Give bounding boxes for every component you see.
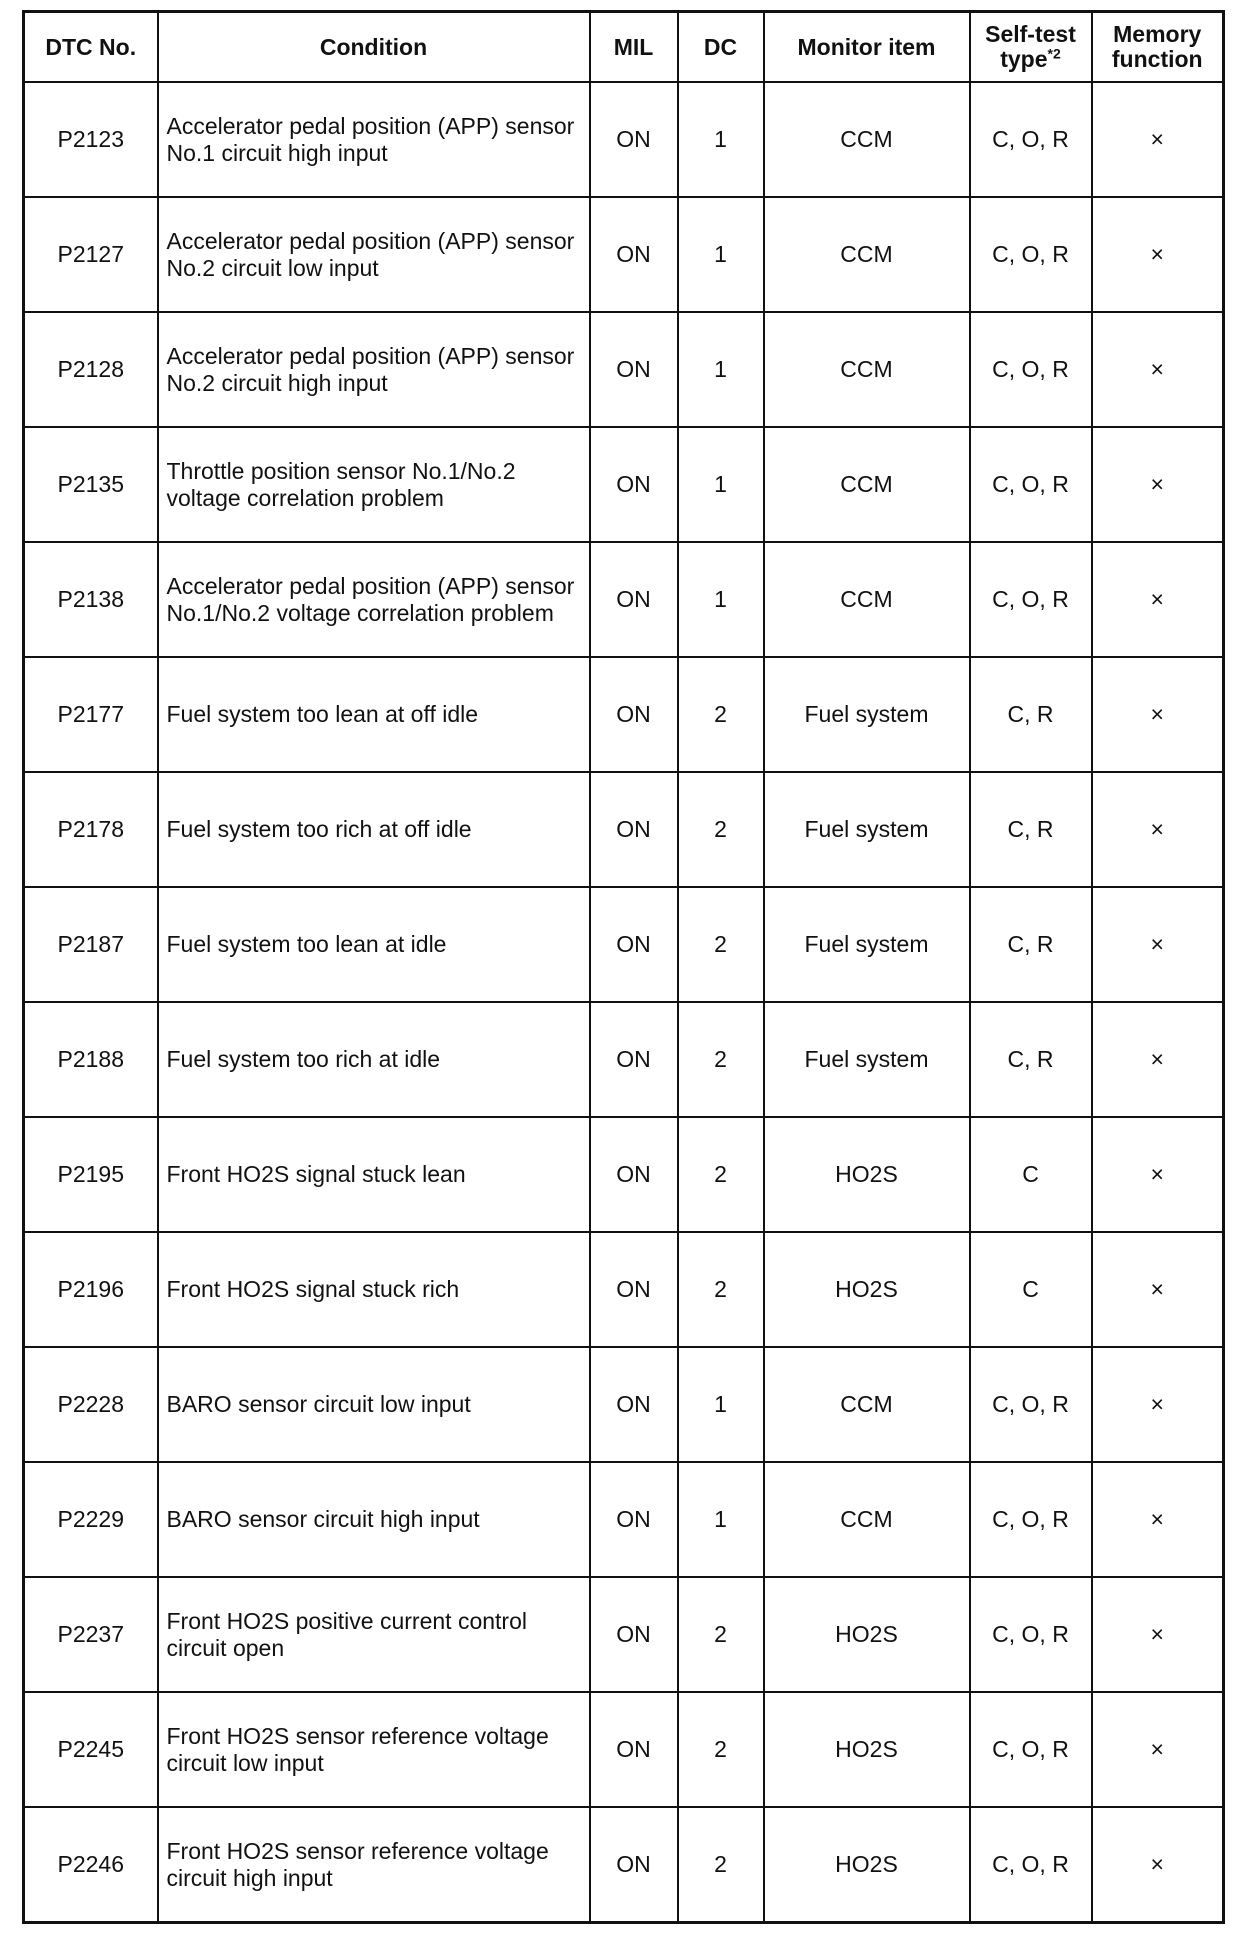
- table-row: [24, 772, 1224, 887]
- cell-monitor-item: HO2S: [764, 1807, 970, 1923]
- cell-memory-function: ×: [1092, 1002, 1224, 1117]
- cell-memory-function: ×: [1092, 772, 1224, 887]
- cell-self-test-type: C, O, R: [970, 82, 1092, 197]
- table-row: [24, 427, 1224, 542]
- cell-mil: ON: [590, 1347, 678, 1462]
- cell-memory-function: ×: [1092, 427, 1224, 542]
- cell-dtc-no: P2237: [24, 1577, 158, 1692]
- cell-dtc-no: P2195: [24, 1117, 158, 1232]
- cell-condition: Front HO2S signal stuck rich: [158, 1232, 590, 1347]
- cell-dtc-no: P2138: [24, 542, 158, 657]
- cell-dc: 2: [678, 1807, 764, 1923]
- cell-self-test-type: C, O, R: [970, 1347, 1092, 1462]
- cell-condition: Front HO2S sensor reference voltage circuit low input: [158, 1692, 590, 1807]
- cell-mil: ON: [590, 197, 678, 312]
- cell-monitor-item: CCM: [764, 82, 970, 197]
- cell-dc: 2: [678, 657, 764, 772]
- cell-self-test-type: C, O, R: [970, 312, 1092, 427]
- table-row: [24, 82, 1224, 197]
- table-row: [24, 312, 1224, 427]
- cell-dc: 2: [678, 1117, 764, 1232]
- cell-dtc-no: P2128: [24, 312, 158, 427]
- cell-dc: 2: [678, 1002, 764, 1117]
- cell-self-test-type: C, O, R: [970, 427, 1092, 542]
- cell-mil: ON: [590, 657, 678, 772]
- table-row: [24, 1002, 1224, 1117]
- cell-condition: BARO sensor circuit high input: [158, 1462, 590, 1577]
- cell-memory-function: ×: [1092, 657, 1224, 772]
- cell-memory-function: ×: [1092, 1232, 1224, 1347]
- cell-memory-function: ×: [1092, 1807, 1224, 1923]
- cell-dtc-no: P2188: [24, 1002, 158, 1117]
- cell-self-test-type: C: [970, 1232, 1092, 1347]
- cell-memory-function: ×: [1092, 197, 1224, 312]
- dtc-table-container: [22, 10, 1222, 1924]
- cell-self-test-type: C, O, R: [970, 197, 1092, 312]
- cell-dc: 1: [678, 82, 764, 197]
- cell-mil: ON: [590, 82, 678, 197]
- header-self-test-footnote: *2: [1047, 45, 1061, 62]
- cell-dtc-no: P2178: [24, 772, 158, 887]
- cell-monitor-item: CCM: [764, 1347, 970, 1462]
- cell-dc: 1: [678, 427, 764, 542]
- cell-memory-function: ×: [1092, 82, 1224, 197]
- table-row: [24, 1117, 1224, 1232]
- cell-dc: 2: [678, 772, 764, 887]
- cell-self-test-type: C, O, R: [970, 1577, 1092, 1692]
- cell-self-test-type: C, O, R: [970, 1807, 1092, 1923]
- cell-dtc-no: P2196: [24, 1232, 158, 1347]
- cell-monitor-item: HO2S: [764, 1692, 970, 1807]
- cell-dtc-no: P2187: [24, 887, 158, 1002]
- table-header: [24, 12, 1224, 83]
- cell-self-test-type: C, O, R: [970, 1692, 1092, 1807]
- cell-condition: Front HO2S positive current control circuit open: [158, 1577, 590, 1692]
- cell-mil: ON: [590, 1692, 678, 1807]
- table-row: [24, 1577, 1224, 1692]
- cell-condition: Fuel system too rich at idle: [158, 1002, 590, 1117]
- table-row: [24, 1232, 1224, 1347]
- cell-monitor-item: Fuel system: [764, 657, 970, 772]
- cell-memory-function: ×: [1092, 1117, 1224, 1232]
- cell-condition: BARO sensor circuit low input: [158, 1347, 590, 1462]
- table-row: [24, 1462, 1224, 1577]
- cell-condition: Fuel system too lean at idle: [158, 887, 590, 1002]
- cell-self-test-type: C, R: [970, 657, 1092, 772]
- cell-mil: ON: [590, 772, 678, 887]
- cell-condition: Accelerator pedal position (APP) sensor No.2 circuit low input: [158, 197, 590, 312]
- table-body: [24, 82, 1224, 1923]
- dtc-table: [22, 10, 1225, 1924]
- cell-memory-function: ×: [1092, 1462, 1224, 1577]
- cell-self-test-type: C, R: [970, 1002, 1092, 1117]
- cell-dc: 2: [678, 1577, 764, 1692]
- header-self-test-type: [970, 12, 1092, 83]
- header-dtc-no: DTC No.: [24, 12, 158, 83]
- cell-dc: 2: [678, 887, 764, 1002]
- cell-dtc-no: P2127: [24, 197, 158, 312]
- cell-mil: ON: [590, 312, 678, 427]
- table-row: [24, 542, 1224, 657]
- header-memory-function: Memory function: [1092, 12, 1224, 83]
- header-row: [24, 12, 1224, 83]
- cell-dtc-no: P2177: [24, 657, 158, 772]
- cell-monitor-item: Fuel system: [764, 772, 970, 887]
- cell-monitor-item: CCM: [764, 312, 970, 427]
- cell-monitor-item: HO2S: [764, 1117, 970, 1232]
- header-dc: DC: [678, 12, 764, 83]
- cell-monitor-item: CCM: [764, 427, 970, 542]
- cell-self-test-type: C, R: [970, 887, 1092, 1002]
- cell-memory-function: ×: [1092, 542, 1224, 657]
- header-condition: Condition: [158, 12, 590, 83]
- table-row: [24, 197, 1224, 312]
- cell-self-test-type: C, R: [970, 772, 1092, 887]
- cell-mil: ON: [590, 427, 678, 542]
- cell-dtc-no: P2228: [24, 1347, 158, 1462]
- cell-monitor-item: CCM: [764, 197, 970, 312]
- table-row: [24, 657, 1224, 772]
- table-row: [24, 1807, 1224, 1923]
- cell-dc: 1: [678, 1347, 764, 1462]
- cell-monitor-item: HO2S: [764, 1577, 970, 1692]
- cell-monitor-item: CCM: [764, 542, 970, 657]
- cell-memory-function: ×: [1092, 1347, 1224, 1462]
- cell-dtc-no: P2245: [24, 1692, 158, 1807]
- cell-condition: Throttle position sensor No.1/No.2 voltage correlation problem: [158, 427, 590, 542]
- cell-condition: Front HO2S sensor reference voltage circuit high input: [158, 1807, 590, 1923]
- cell-condition: Accelerator pedal position (APP) sensor No.1/No.2 voltage correlation problem: [158, 542, 590, 657]
- cell-dtc-no: P2135: [24, 427, 158, 542]
- cell-memory-function: ×: [1092, 312, 1224, 427]
- cell-dc: 1: [678, 312, 764, 427]
- cell-monitor-item: Fuel system: [764, 1002, 970, 1117]
- cell-self-test-type: C, O, R: [970, 1462, 1092, 1577]
- cell-mil: ON: [590, 542, 678, 657]
- cell-condition: Fuel system too lean at off idle: [158, 657, 590, 772]
- cell-dc: 1: [678, 542, 764, 657]
- cell-self-test-type: C, O, R: [970, 542, 1092, 657]
- cell-dtc-no: P2123: [24, 82, 158, 197]
- cell-mil: ON: [590, 1002, 678, 1117]
- cell-self-test-type: C: [970, 1117, 1092, 1232]
- cell-dtc-no: P2246: [24, 1807, 158, 1923]
- cell-mil: ON: [590, 887, 678, 1002]
- cell-monitor-item: Fuel system: [764, 887, 970, 1002]
- cell-monitor-item: CCM: [764, 1462, 970, 1577]
- cell-condition: Accelerator pedal position (APP) sensor No.1 circuit high input: [158, 82, 590, 197]
- cell-condition: Fuel system too rich at off idle: [158, 772, 590, 887]
- header-monitor-item: Monitor item: [764, 12, 970, 83]
- cell-mil: ON: [590, 1232, 678, 1347]
- cell-dc: 2: [678, 1232, 764, 1347]
- cell-memory-function: ×: [1092, 887, 1224, 1002]
- table-row: [24, 1692, 1224, 1807]
- cell-monitor-item: HO2S: [764, 1232, 970, 1347]
- header-self-test-label: Self-test type: [985, 21, 1076, 72]
- cell-mil: ON: [590, 1807, 678, 1923]
- cell-memory-function: ×: [1092, 1577, 1224, 1692]
- cell-mil: ON: [590, 1462, 678, 1577]
- cell-condition: Accelerator pedal position (APP) sensor No.2 circuit high input: [158, 312, 590, 427]
- header-mil: MIL: [590, 12, 678, 83]
- table-row: [24, 1347, 1224, 1462]
- cell-mil: ON: [590, 1117, 678, 1232]
- cell-mil: ON: [590, 1577, 678, 1692]
- cell-dc: 1: [678, 1462, 764, 1577]
- cell-dc: 1: [678, 197, 764, 312]
- cell-dtc-no: P2229: [24, 1462, 158, 1577]
- cell-dc: 2: [678, 1692, 764, 1807]
- cell-memory-function: ×: [1092, 1692, 1224, 1807]
- cell-condition: Front HO2S signal stuck lean: [158, 1117, 590, 1232]
- table-row: [24, 887, 1224, 1002]
